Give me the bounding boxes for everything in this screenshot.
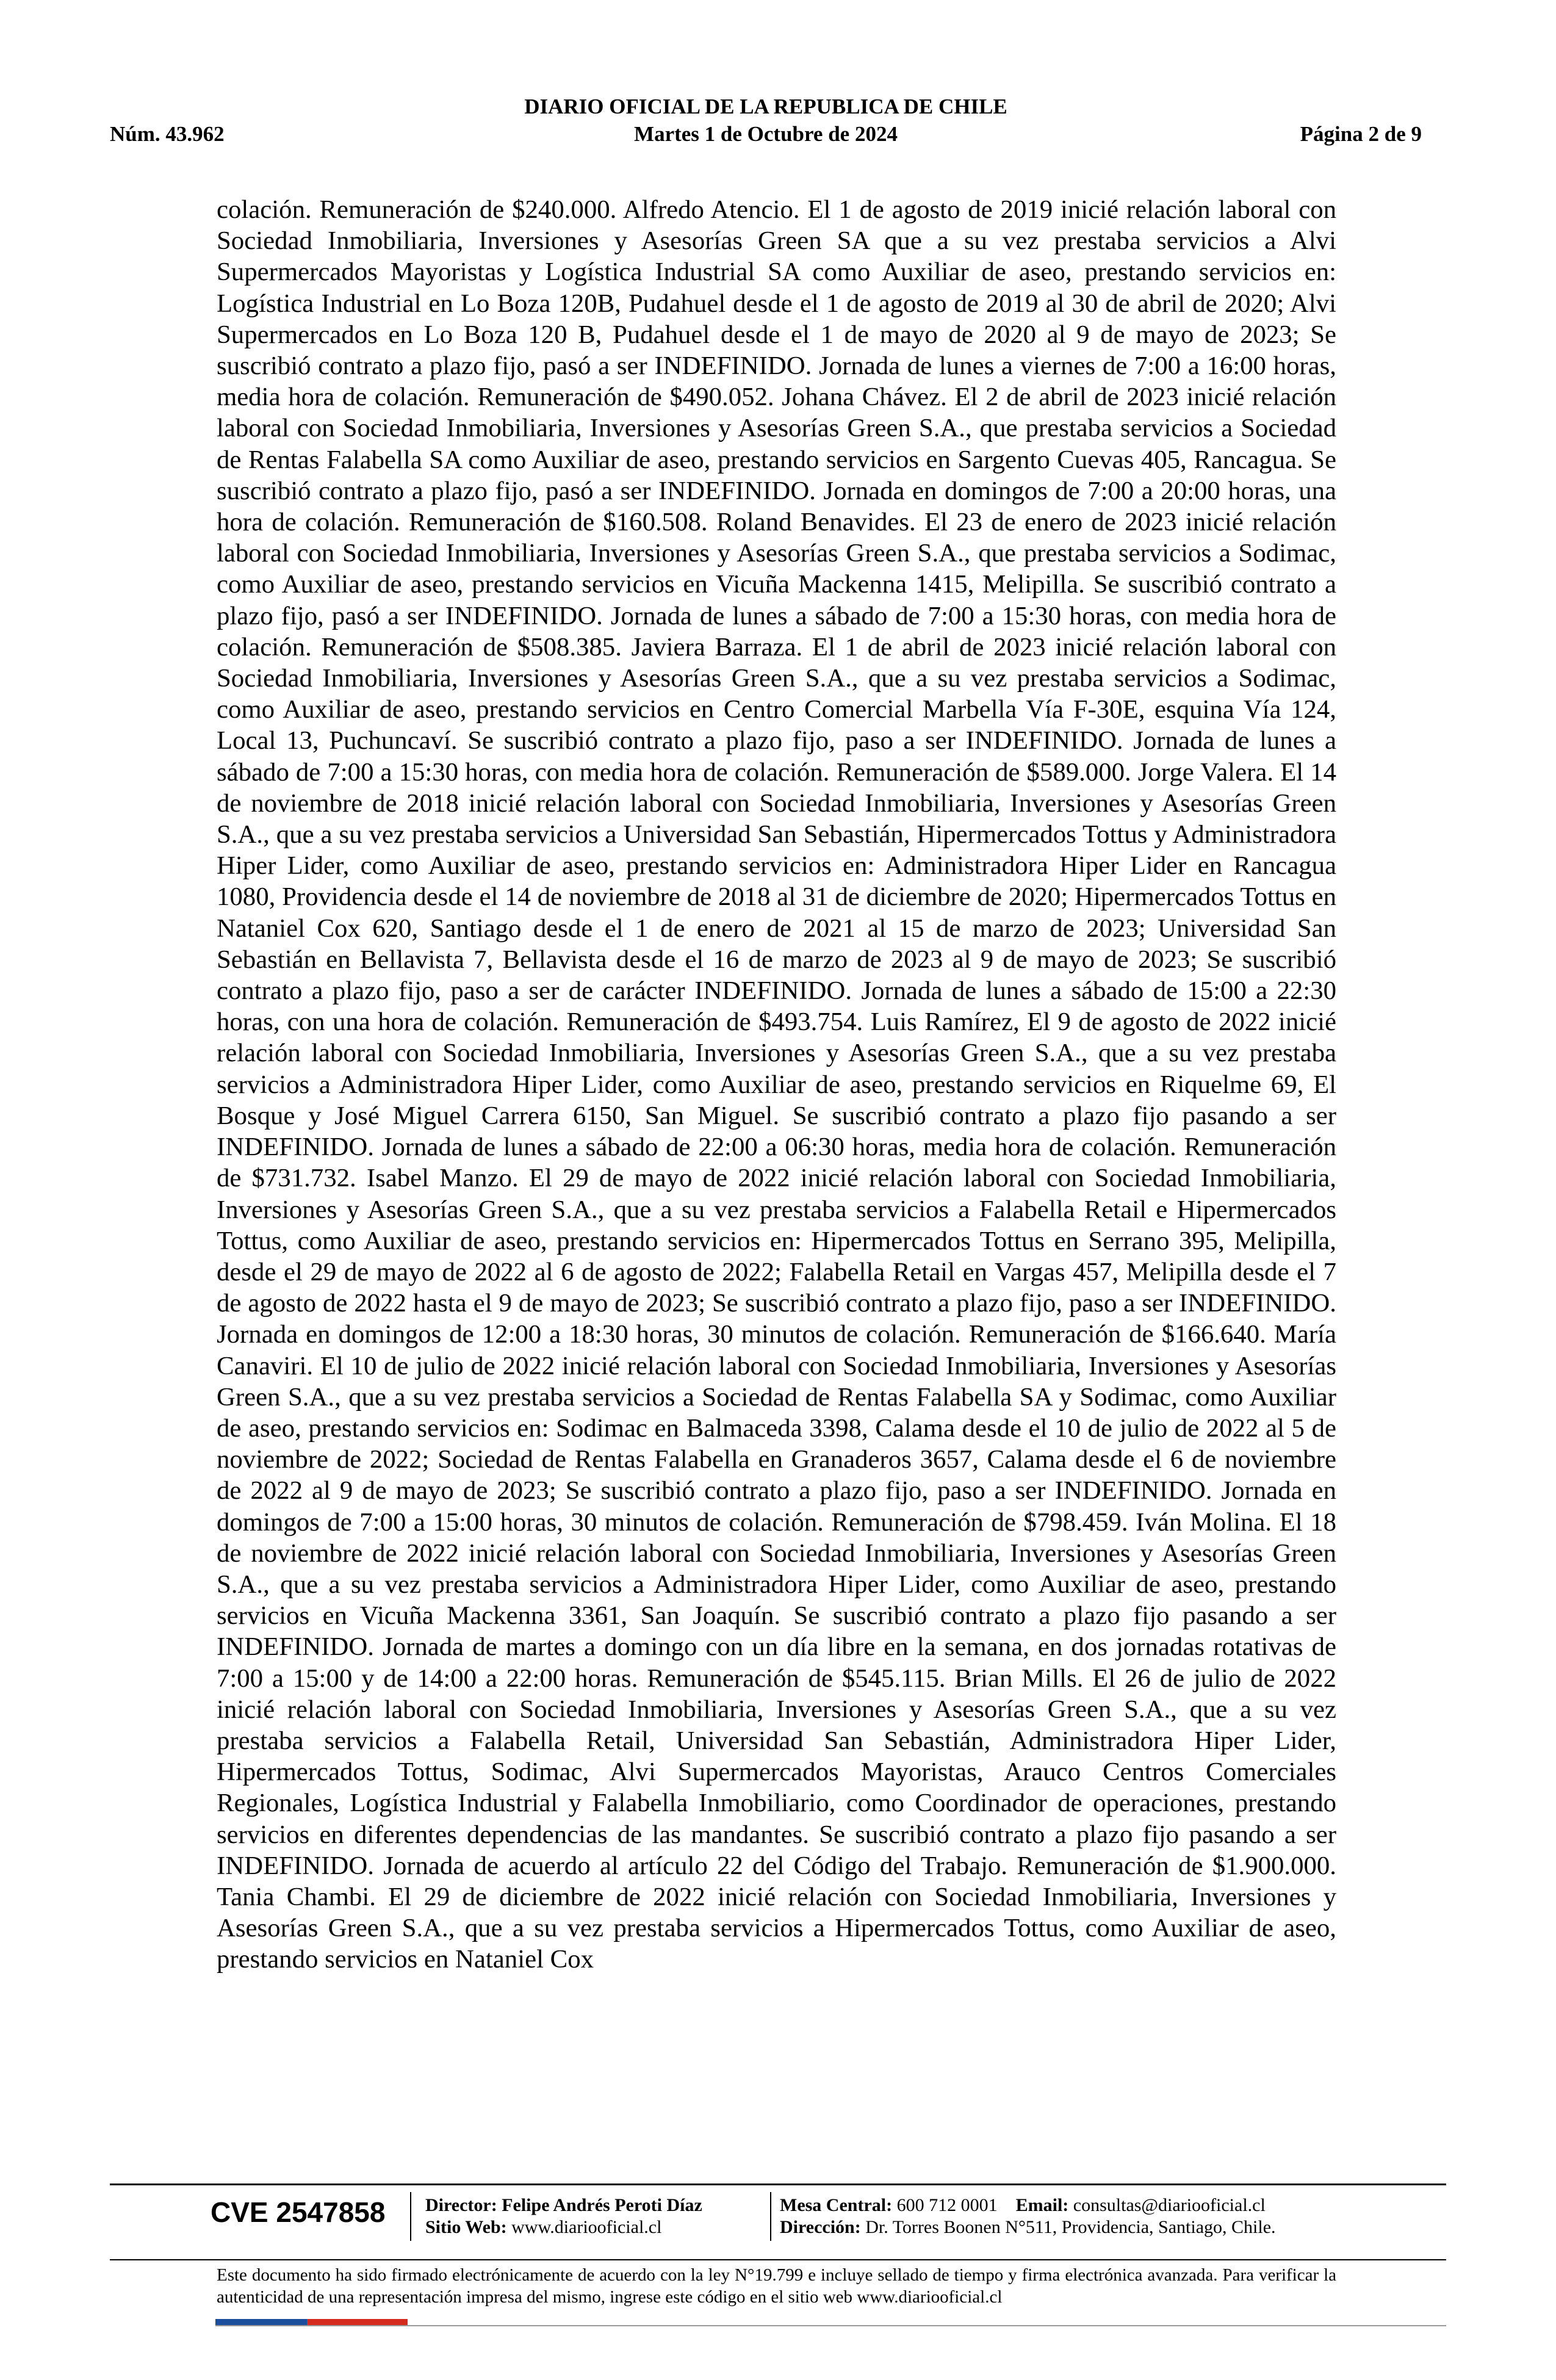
website-label: Sitio Web:: [425, 2217, 507, 2237]
director-label: Director:: [425, 2195, 497, 2215]
publication-title: DIARIO OFICIAL DE LA REPUBLICA DE CHILE: [524, 95, 1007, 118]
flag-blue-segment: [215, 2319, 307, 2325]
footer-contact-info: [780, 2194, 1276, 2238]
issue-number: Núm. 43.962: [110, 122, 225, 146]
body-paragraph: colación. Remuneración de $240.000. Alfredo Atencio. El 1 de agosto de 2019 inicié relación laboral con Sociedad Inmobiliaria, Inversiones y Asesorías Green SA que a su vez prestaba servicios a Alvi Supermercados Mayoristas y Logística Industrial SA como Auxiliar de aseo, prestando servicios en: Logística Industrial en Lo Boza 120B, Pudahuel desde el 1 de agosto de 2019 al 30 de abril de 2020; Alvi Supermercados en Lo Boza 120 B, Pudahuel desde el 1 de mayo de 2020 al 9 de mayo de 2023; Se suscribió contrato a plazo fijo, pasó a ser INDEFINIDO. Jornada de lunes a viernes de 7:00 a 16:00 horas, media hora de colación. Remuneración de $490.052. Johana Chávez. El 2 de abril de 2023 inicié relación laboral con Sociedad Inmobiliaria, Inversiones y Asesorías Green S.A., que prestaba servicios a Sociedad de Rentas Falabella SA como Auxiliar de aseo, prestando servicios en Sargento Cuevas 405, Rancagua. Se suscribió contrato a plazo fijo, pasó a ser INDEFINIDO. Jornada en domingos de 7:00 a 20:00 horas, una hora de colación. Remuneración de $160.508. Roland Benavides. El 23 de enero de 2023 inicié relación laboral con Sociedad Inmobiliaria, Inversiones y Asesorías Green S.A., que prestaba servicios a Sodimac, como Auxiliar de aseo, prestando servicios en Vicuña Mackenna 1415, Melipilla. Se suscribió contrato a plazo fijo, pasó a ser INDEFINIDO. Jornada de lunes a sábado de 7:00 a 15:30 horas, con media hora de colación. Remuneración de $508.385. Javiera Barraza. El 1 de abril de 2023 inicié relación laboral con Sociedad Inmobiliaria, Inversiones y Asesorías Green S.A., que a su vez prestaba servicios a Sodimac, como Auxiliar de aseo, prestando servicios en Centro Comercial Marbella Vía F-30E, esquina Vía 124, Local 13, Puchuncaví. Se suscribió contrato a plazo fijo, paso a ser INDEFINIDO. Jornada de lunes a sábado de 7:00 a 15:30 horas, con media hora de colación. Remuneración de $589.000. Jorge Valera. El 14 de noviembre de 2018 inicié relación laboral con Sociedad Inmobiliaria, Inversiones y Asesorías Green S.A., que a su vez prestaba servicios a Universidad San Sebastián, Hipermercados Tottus y Administradora Hiper Lider, como Auxiliar de aseo, prestando servicios en: Administradora Hiper Lider en Rancagua 1080, Providencia desde el 14 de noviembre de 2018 al 31 de diciembre de 2020; Hipermercados Tottus en Nataniel Cox 620, Santiago desde el 1 de enero de 2021 al 15 de marzo de 2023; Universidad San Sebastián en Bellavista 7, Bellavista desde el 16 de marzo de 2023 al 9 de mayo de 2023; Se suscribió contrato a plazo fijo, paso a ser de carácter INDEFINIDO. Jornada de lunes a sábado de 15:00 a 22:30 horas, con una hora de colación. Remuneración de $493.754. Luis Ramírez, El 9 de agosto de 2022 inicié relación laboral con Sociedad Inmobiliaria, Inversiones y Asesorías Green S.A., que a su vez prestaba servicios a Administradora Hiper Lider, como Auxiliar de aseo, prestando servicios en Riquelme 69, El Bosque y José Miguel Carrera 6150, San Miguel. Se suscribió contrato a plazo fijo pasando a ser INDEFINIDO. Jornada de lunes a sábado de 22:00 a 06:30 horas, media hora de colación. Remuneración de $731.732. Isabel Manzo. El 29 de mayo de 2022 inicié relación laboral con Sociedad Inmobiliaria, Inversiones y Asesorías Green S.A., que a su vez prestaba servicios a Falabella Retail e Hipermercados Tottus, como Auxiliar de aseo, prestando servicios en: Hipermercados Tottus en Serrano 395, Melipilla, desde el 29 de mayo de 2022 al 6 de agosto de 2022; Falabella Retail en Vargas 457, Melipilla desde el 7 de agosto de 2022 hasta el 9 de mayo de 2023; Se suscribió contrato a plazo fijo, paso a ser INDEFINIDO. Jornada en domingos de 12:00 a 18:30 horas, 30 minutos de colación. Remuneración de $166.640. María Canaviri. El 10 de julio de 2022 inicié relación laboral con Sociedad Inmobiliaria, Inversiones y Asesorías Green S.A., que a su vez prestaba servicios a Sociedad de Rentas Falabella SA y Sodimac, como Auxiliar de aseo, prestando servicios en: Sodimac en Balmaceda 3398, Calama desde el 10 de julio de 2022 al 5 de noviembre de 2022; Sociedad de Rentas Falabella en Granaderos 3657, Calama desde el 6 de noviembre de 2022 al 9 de mayo de 2023; Se suscribió contrato a plazo fijo, paso a ser INDEFINIDO. Jornada en domingos de 7:00 a 15:00 horas, 30 minutos de colación. Remuneración de $798.459. Iván Molina. El 18 de noviembre de 2022 inicié relación laboral con Sociedad Inmobiliaria, Inversiones y Asesorías Green S.A., que a su vez prestaba servicios a Administradora Hiper Lider, como Auxiliar de aseo, prestando servicios en Vicuña Mackenna 3361, San Joaquín. Se suscribió contrato a plazo fijo pasando a ser INDEFINIDO. Jornada de martes a domingo con un día libre en la semana, en dos jornadas rotativas de 7:00 a 15:00 y de 14:00 a 22:00 horas. Remuneración de $545.115. Brian Mills. El 26 de julio de 2022 inicié relación laboral con Sociedad Inmobiliaria, Inversiones y Asesorías Green S.A., que a su vez prestaba servicios a Falabella Retail, Universidad San Sebastián, Administradora Hiper Lider, Hipermercados Tottus, Sodimac, Alvi Supermercados Mayoristas, Arauco Centros Comerciales Regionales, Logística Industrial y Falabella Inmobiliario, como Coordinador de operaciones, prestando servicios en diferentes dependencias de las mandantes. Se suscribió contrato a plazo fijo pasando a ser INDEFINIDO. Jornada de acuerdo al artículo 22 del Código del Trabajo. Remuneración de $1.900.000. Tania Chambi. El 29 de diciembre de 2022 inicié relación con Sociedad Inmobiliaria, Inversiones y Asesorías Green S.A., que a su vez prestaba servicios a Hipermercados Tottus, como Auxiliar de aseo, prestando servicios en Nataniel Cox: [217, 195, 1336, 1974]
issue-date: Martes 1 de Octubre de 2024: [634, 122, 898, 146]
footer-divider: [110, 2259, 1446, 2260]
cve-code: CVE 2547858: [211, 2196, 386, 2228]
page-number: Página 2 de 9: [1300, 122, 1422, 146]
director-line: [425, 2194, 702, 2216]
website-link[interactable]: www.diariooficial.cl: [511, 2217, 662, 2237]
address-label: Dirección:: [780, 2217, 861, 2237]
flag-red-segment: [307, 2319, 408, 2325]
phone-label: Mesa Central:: [780, 2195, 893, 2215]
website-line: [425, 2216, 702, 2238]
email-label: Email:: [1015, 2195, 1069, 2215]
contact-line: [780, 2194, 1276, 2216]
email-link[interactable]: consultas@diariooficial.cl: [1073, 2195, 1266, 2215]
footer-separator: [770, 2192, 771, 2241]
footer-separator: [410, 2192, 411, 2241]
footer-bottom-rule: [215, 2325, 1446, 2326]
chile-flag-stripe: [215, 2319, 408, 2325]
signature-notice: Este documento ha sido firmado electrónicamente de acuerdo con la ley N°19.799 e incluye sellado de tiempo y firma electrónica avanzada. Para verificar la autenticidad de una representación impresa del mismo, ingrese este código en el sitio web www.diariooficial.cl: [217, 2265, 1336, 2307]
footer-director-info: [425, 2194, 702, 2238]
address-value: Dr. Torres Boonen N°511, Providencia, Santiago, Chile.: [865, 2217, 1276, 2237]
phone-value: 600 712 0001: [896, 2195, 998, 2215]
footer-divider: [110, 2183, 1446, 2185]
address-line: [780, 2216, 1276, 2238]
page-header: [110, 95, 1422, 150]
director-name: Felipe Andrés Peroti Díaz: [502, 2195, 702, 2215]
